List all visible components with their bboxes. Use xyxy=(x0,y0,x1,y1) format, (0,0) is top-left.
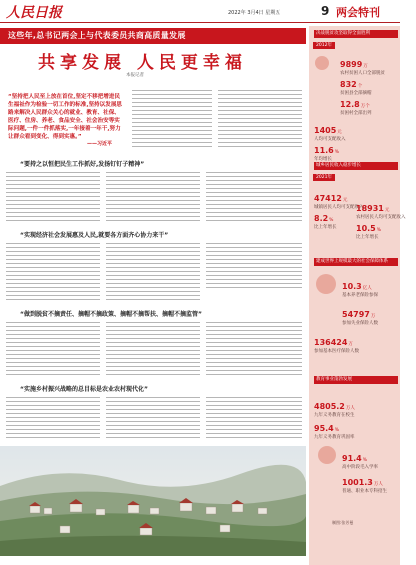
article-text-block xyxy=(6,172,100,227)
section-subhead: “要持之以恒把民生工作抓好,发扬钉钉子精神” xyxy=(20,161,145,168)
stat-item: 9899万 农村贫困人口全部脱贫 xyxy=(340,60,385,76)
graphic-credit: 制图:张芳曼 xyxy=(332,520,354,525)
stat-item: 1405元 人均可支配收入 xyxy=(314,126,346,142)
article-text-block xyxy=(106,322,200,380)
stat-item: 10.5% 比上年增长 xyxy=(356,224,382,240)
topic-banner xyxy=(0,28,306,44)
headline: 共享发展 人民更幸福 xyxy=(38,53,247,73)
lead-quote: “坚持把人民至上放在首位,坚定不移把增进民生福祉作为检验一切工作的标准,坚持以发展思路来解决人民群众关心的就业、教育、社保、医疗、住房、养老、食品安全、社会治安等实际问题,一件一件抓落实,一年接着一年干,努力让群众看到变化、得到实惠。” xyxy=(8,94,123,140)
article-text-block xyxy=(206,243,302,293)
article-text-block xyxy=(6,397,100,442)
stat-item: 1001.3万人 普通、职业本专科招生 xyxy=(342,478,387,494)
article-text-block xyxy=(206,172,302,227)
sidebar-header-income: 城乡居民收入稳步增长 xyxy=(314,162,398,170)
article-text-block xyxy=(106,172,200,227)
newspaper-logo: 人民日报 xyxy=(6,5,62,21)
article-text-block xyxy=(6,243,100,305)
section-title: 两会特刊 xyxy=(336,6,380,19)
stat-item: 11.6% 年均增长 xyxy=(314,146,340,162)
stat-item: 832个 贫困县全部摘帽 xyxy=(340,80,372,96)
stat-item: 91.4% 高中阶段毛入学率 xyxy=(342,454,378,470)
stat-item: 18931元 农村居民人均可支配收入 xyxy=(356,204,406,220)
section-subhead: “实施乡村振兴战略的总目标是农业农村现代化” xyxy=(20,386,148,393)
stat-item: 47412元 城镇居民人均可支配收入 xyxy=(314,194,364,210)
page-number: 9 xyxy=(321,4,330,18)
stat-circle xyxy=(318,446,336,464)
issue-date: 2022年 3月4日 星期五 xyxy=(228,10,281,16)
article-text-block xyxy=(132,90,212,153)
article-text-block xyxy=(206,397,302,442)
article-text-block xyxy=(106,397,200,442)
article-text-block xyxy=(206,322,302,380)
quote-source: ——习近平 xyxy=(87,141,113,147)
year-tag: 2021年 xyxy=(313,174,335,181)
stat-item: 136424万 参加基本医疗保险人数 xyxy=(314,338,359,354)
stat-item: 95.4% 九年义务教育巩固率 xyxy=(314,424,355,440)
sidebar-header-poverty: 决战脱贫攻坚取得全面胜利 xyxy=(314,30,398,38)
banner-text: 这些年,总书记两会上与代表委员共商高质量发展 xyxy=(8,31,186,40)
village-landscape-photo xyxy=(0,446,306,556)
stat-item: 4805.2万人 九年义务教育在校生 xyxy=(314,402,355,418)
masthead xyxy=(0,0,400,23)
stat-item: 10.3亿人 基本养老保险参保 xyxy=(342,282,378,298)
stat-item: 12.8万个 贫困村全部出列 xyxy=(340,100,372,116)
section-subhead: “实现经济社会发展惠及人民,就要各方面齐心协力来干” xyxy=(20,232,169,239)
article-text-block xyxy=(218,90,302,153)
article-text-block xyxy=(6,322,100,380)
stat-item: 54797万 参加失业保险人数 xyxy=(342,310,378,326)
stat-circle xyxy=(316,274,336,294)
sidebar-header-social: 建成世界上规模最大的社会保障体系 xyxy=(314,258,398,266)
article-text-block xyxy=(106,243,200,305)
sidebar-header-education: 教育事业蓬勃发展 xyxy=(314,376,398,384)
byline: 本报记者 xyxy=(126,73,144,78)
section-subhead: “做到脱贫不摘责任、摘帽不摘政策、摘帽不摘帮扶、摘帽不摘监管” xyxy=(20,311,202,318)
stat-circle xyxy=(315,56,329,70)
year-tag: 2012年 xyxy=(313,42,335,49)
stat-item: 8.2% 比上年增长 xyxy=(314,214,337,230)
